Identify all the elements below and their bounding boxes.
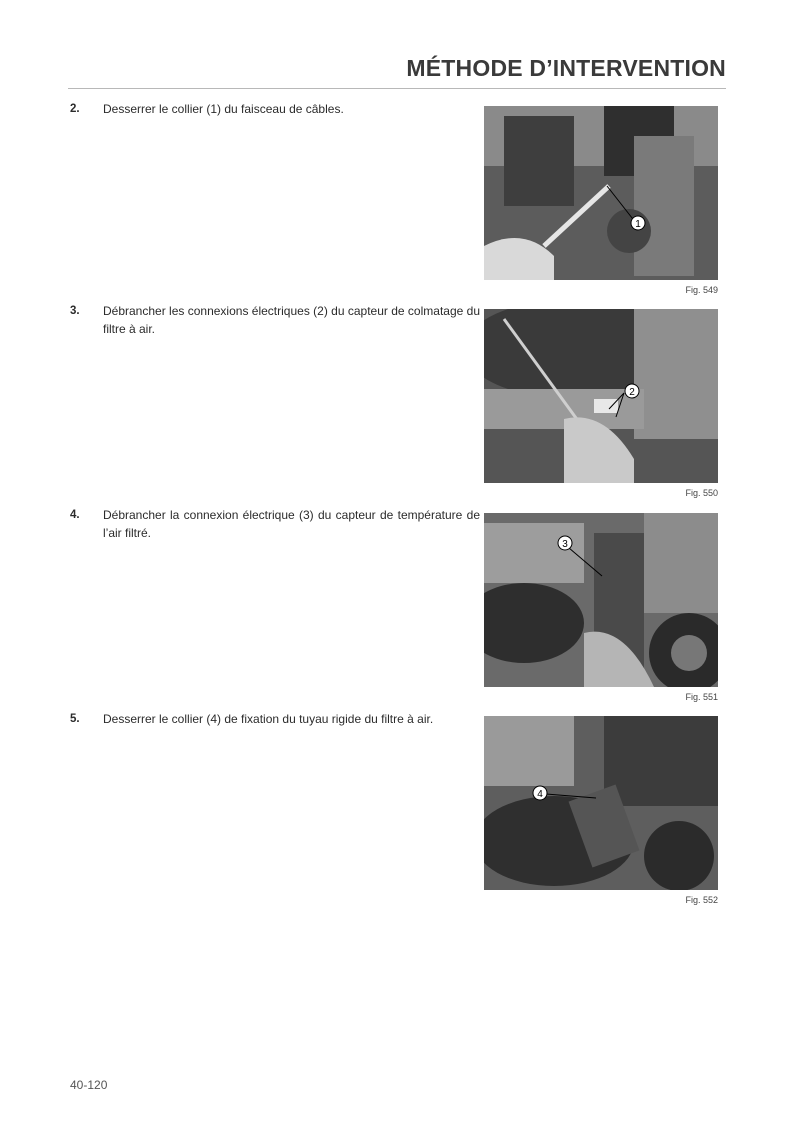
callout-1: 1 — [635, 219, 641, 230]
figure-550-photo — [484, 309, 718, 483]
step-number: 2. — [70, 103, 80, 115]
step-text: Desserrer le collier (4) de fixation du tuyau rigide du filtre à air. — [103, 712, 434, 726]
figure-549-photo — [484, 106, 718, 280]
figure-caption: Fig. 550 — [685, 488, 718, 498]
step-text: Débrancher les connexions électriques (2) du capteur de colmatage du filtre à air. — [103, 304, 480, 336]
step-number: 3. — [70, 305, 80, 317]
step-3 — [70, 302, 480, 350]
step-number: 5. — [70, 713, 80, 725]
callout-3: 3 — [562, 539, 568, 550]
header-divider — [68, 88, 726, 89]
callout-4: 4 — [537, 789, 543, 800]
callout-2: 2 — [629, 387, 635, 398]
step-4 — [70, 506, 480, 554]
figure-caption: Fig. 549 — [685, 285, 718, 295]
figure-caption: Fig. 552 — [685, 895, 718, 905]
figure-552-photo — [484, 716, 718, 890]
page-title: MÉTHODE D’INTERVENTION — [406, 55, 726, 81]
figure-551-photo — [484, 513, 718, 687]
figure-caption: Fig. 551 — [685, 692, 718, 702]
step-5 — [70, 710, 480, 740]
step-2 — [70, 100, 480, 130]
step-number: 4. — [70, 509, 80, 521]
page-number: 40-120 — [70, 1078, 108, 1092]
step-text: Débrancher la connexion électrique (3) du capteur de température de l’air filtré. — [103, 508, 480, 540]
step-text: Desserrer le collier (1) du faisceau de câbles. — [103, 102, 344, 116]
